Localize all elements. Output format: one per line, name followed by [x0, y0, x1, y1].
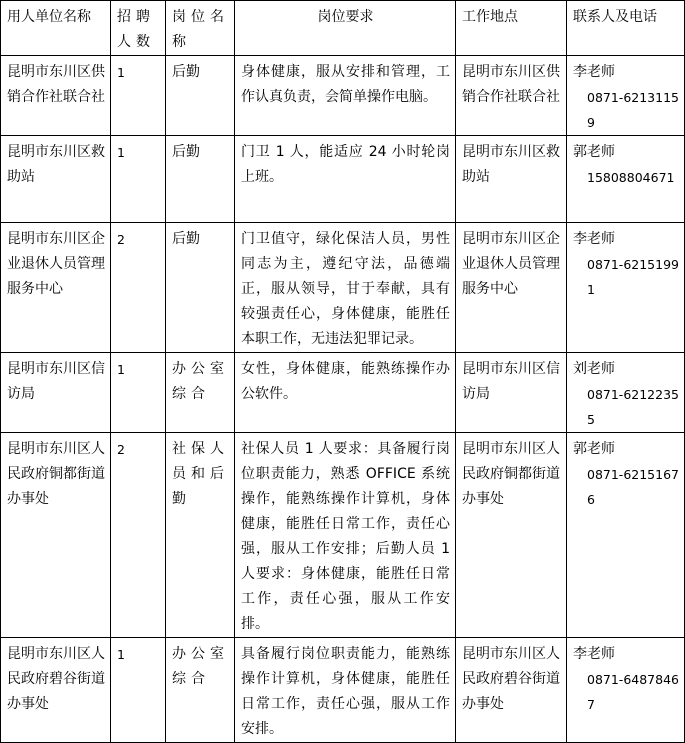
unit-cell: 昆明市东川区人民政府碧谷街道办事处 — [1, 638, 111, 743]
contact-phone: 0871-62122355 — [587, 387, 679, 427]
contact-name: 郭老师 — [573, 441, 615, 457]
count-cell: 1 — [111, 136, 166, 223]
requirements-cell: 门卫 1 人，能适应 24 小时轮岗上班。 — [235, 136, 456, 223]
count-cell: 1 — [111, 353, 166, 433]
unit-cell: 昆明市东川区企业退休人员管理服务中心 — [1, 223, 111, 353]
requirements-cell: 门卫值守，绿化保洁人员，男性同志为主，遵纪守法，品德端正，服从领导，甘于奉献，具有较强责任心，身体健康，能胜任本职工作，无违法犯罪记录。 — [235, 223, 456, 353]
table-row — [1, 353, 685, 433]
table-row — [1, 223, 685, 353]
contact-phone: 0871-62151676 — [587, 467, 679, 507]
position-cell: 后勤 — [166, 56, 235, 136]
contact-name: 郭老师 — [573, 144, 615, 160]
location-cell: 昆明市东川区企业退休人员管理服务中心 — [456, 223, 567, 353]
contact-phone: 15808804671 — [587, 170, 675, 185]
contact-name: 李老师 — [573, 64, 615, 80]
contact-cell — [567, 136, 685, 223]
position-cell: 后勤 — [166, 136, 235, 223]
position-cell: 办公室综合 — [166, 638, 235, 743]
location-cell: 昆明市东川区供销合作社联合社 — [456, 56, 567, 136]
location-cell: 昆明市东川区救助站 — [456, 136, 567, 223]
table-row — [1, 56, 685, 136]
contact-cell — [567, 223, 685, 353]
contact-name: 李老师 — [573, 646, 615, 662]
header-position: 岗位名称 — [166, 1, 235, 56]
count-cell: 1 — [111, 638, 166, 743]
position-cell: 办公室综合 — [166, 353, 235, 433]
count-cell: 1 — [111, 56, 166, 136]
table-row — [1, 638, 685, 743]
header-count: 招聘人数 — [111, 1, 166, 56]
position-cell: 后勤 — [166, 223, 235, 353]
count-cell: 2 — [111, 433, 166, 638]
contact-name: 刘老师 — [573, 361, 615, 377]
location-cell: 昆明市东川区人民政府碧谷街道办事处 — [456, 638, 567, 743]
unit-cell: 昆明市东川区人民政府铜都街道办事处 — [1, 433, 111, 638]
requirements-cell: 社保人员 1 人要求：具备履行岗位职责能力，熟悉 OFFICE 系统操作，能熟练操作计算机，身体健康，能胜任日常工作，责任心强，服从工作安排；后勤人员 1 人要求：身体健康，能胜任日常工作，责任心强，服从工作安排。 — [235, 433, 456, 638]
contact-phone: 0871-64878467 — [587, 672, 679, 712]
unit-cell: 昆明市东川区信访局 — [1, 353, 111, 433]
location-cell: 昆明市东川区人民政府铜都街道办事处 — [456, 433, 567, 638]
contact-phone: 0871-62151991 — [587, 257, 679, 297]
header-location: 工作地点 — [456, 1, 567, 56]
header-unit: 用人单位名称 — [1, 1, 111, 56]
position-cell: 社保人员和后勤 — [166, 433, 235, 638]
contact-phone: 0871-62131159 — [587, 90, 679, 130]
requirements-cell: 具备履行岗位职责能力，能熟练操作计算机，身体健康，能胜任日常工作，责任心强，服从工作安排。 — [235, 638, 456, 743]
location-cell: 昆明市东川区信访局 — [456, 353, 567, 433]
header-contact: 联系人及电话 — [567, 1, 685, 56]
contact-cell — [567, 56, 685, 136]
contact-cell — [567, 638, 685, 743]
requirements-cell: 身体健康，服从安排和管理，工作认真负责，会简单操作电脑。 — [235, 56, 456, 136]
header-requirements: 岗位要求 — [235, 1, 456, 56]
contact-name: 李老师 — [573, 231, 615, 247]
contact-cell — [567, 433, 685, 638]
requirements-cell: 女性，身体健康，能熟练操作办公软件。 — [235, 353, 456, 433]
table-row — [1, 433, 685, 638]
count-cell: 2 — [111, 223, 166, 353]
table-row — [1, 136, 685, 223]
header-row — [1, 1, 685, 56]
unit-cell: 昆明市东川区救助站 — [1, 136, 111, 223]
unit-cell: 昆明市东川区供销合作社联合社 — [1, 56, 111, 136]
contact-cell — [567, 353, 685, 433]
